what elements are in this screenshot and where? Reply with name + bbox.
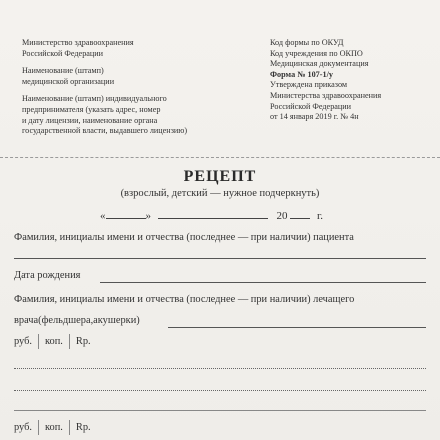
rx-line[interactable] <box>14 390 426 391</box>
cell-divider <box>69 420 70 435</box>
open-quote: « <box>100 210 106 222</box>
kop-label: коп. <box>45 335 63 347</box>
doctor-name-label: Фамилия, инициалы имени и отчества (последнее — при наличии) лечащего <box>14 294 355 305</box>
approval-line: Министерства здравоохранения <box>270 90 382 100</box>
rub-label: руб. <box>14 335 33 347</box>
form-number: Форма № 107-1/у <box>270 69 333 79</box>
approval-line: Российской Федерации <box>270 101 352 111</box>
cell-divider <box>69 334 70 349</box>
year-suffix: г. <box>317 210 324 222</box>
day-field[interactable] <box>106 208 146 219</box>
organization-line: Наименование (штамп) <box>22 66 104 76</box>
okud-code-label: Код формы по ОКУД <box>270 38 344 47</box>
okpo-code-label: Код учреждения по ОКПО <box>270 48 363 58</box>
entrepreneur-line: предпринимателя (указать адрес, номер <box>22 104 161 114</box>
kop-label: коп. <box>45 421 63 433</box>
organization-block <box>22 66 260 87</box>
cell-divider <box>38 420 39 435</box>
ministry-line: Российской Федерации <box>22 48 104 58</box>
doctor-name-label-2: врача(фельдшера,акушерки) <box>14 315 140 326</box>
header-right <box>270 38 436 123</box>
fold-divider <box>0 157 440 159</box>
rx-block-2 <box>14 420 91 435</box>
rx-line[interactable] <box>14 368 426 369</box>
patient-name-label: Фамилия, инициалы имени и отчества (последнее — при наличии) пациента <box>14 232 354 243</box>
organization-line: медицинской организации <box>22 76 115 86</box>
ministry-line: Министерство здравоохранения <box>22 38 134 47</box>
year-prefix: 20 <box>276 210 288 222</box>
year-field[interactable] <box>290 208 310 219</box>
approval-line: Утверждена приказом <box>270 80 348 90</box>
entrepreneur-line: государственной власти, выдавшего лицензию) <box>22 126 188 136</box>
patient-name-field[interactable] <box>14 258 426 259</box>
cell-divider <box>38 334 39 349</box>
approval-line: от 14 января 2019 г. № 4н <box>270 112 359 122</box>
entrepreneur-block <box>22 94 260 136</box>
rp-label: Rp. <box>75 335 91 347</box>
rx-separator <box>14 410 426 411</box>
header-left <box>22 38 260 144</box>
birth-date-field[interactable] <box>100 282 426 283</box>
entrepreneur-line: Наименование (штамп) индивидуального <box>22 94 167 104</box>
rx-block-1 <box>14 334 91 349</box>
entrepreneur-line: и дату лицензии, наименование органа <box>22 115 158 125</box>
doctor-name-field[interactable] <box>168 327 426 328</box>
close-quote: » <box>145 210 151 222</box>
rp-label: Rp. <box>75 421 91 433</box>
ministry-block <box>22 38 260 59</box>
rub-label: руб. <box>14 421 33 433</box>
medical-doc-label: Медицинская документация <box>270 59 369 69</box>
month-field[interactable] <box>158 208 268 219</box>
birth-date-label: Дата рождения <box>14 270 81 281</box>
prescription-subtitle: (взрослый, детский — нужное подчеркнуть) <box>120 188 320 199</box>
page-title: РЕЦЕПТ <box>183 168 257 185</box>
date-line <box>100 208 380 222</box>
